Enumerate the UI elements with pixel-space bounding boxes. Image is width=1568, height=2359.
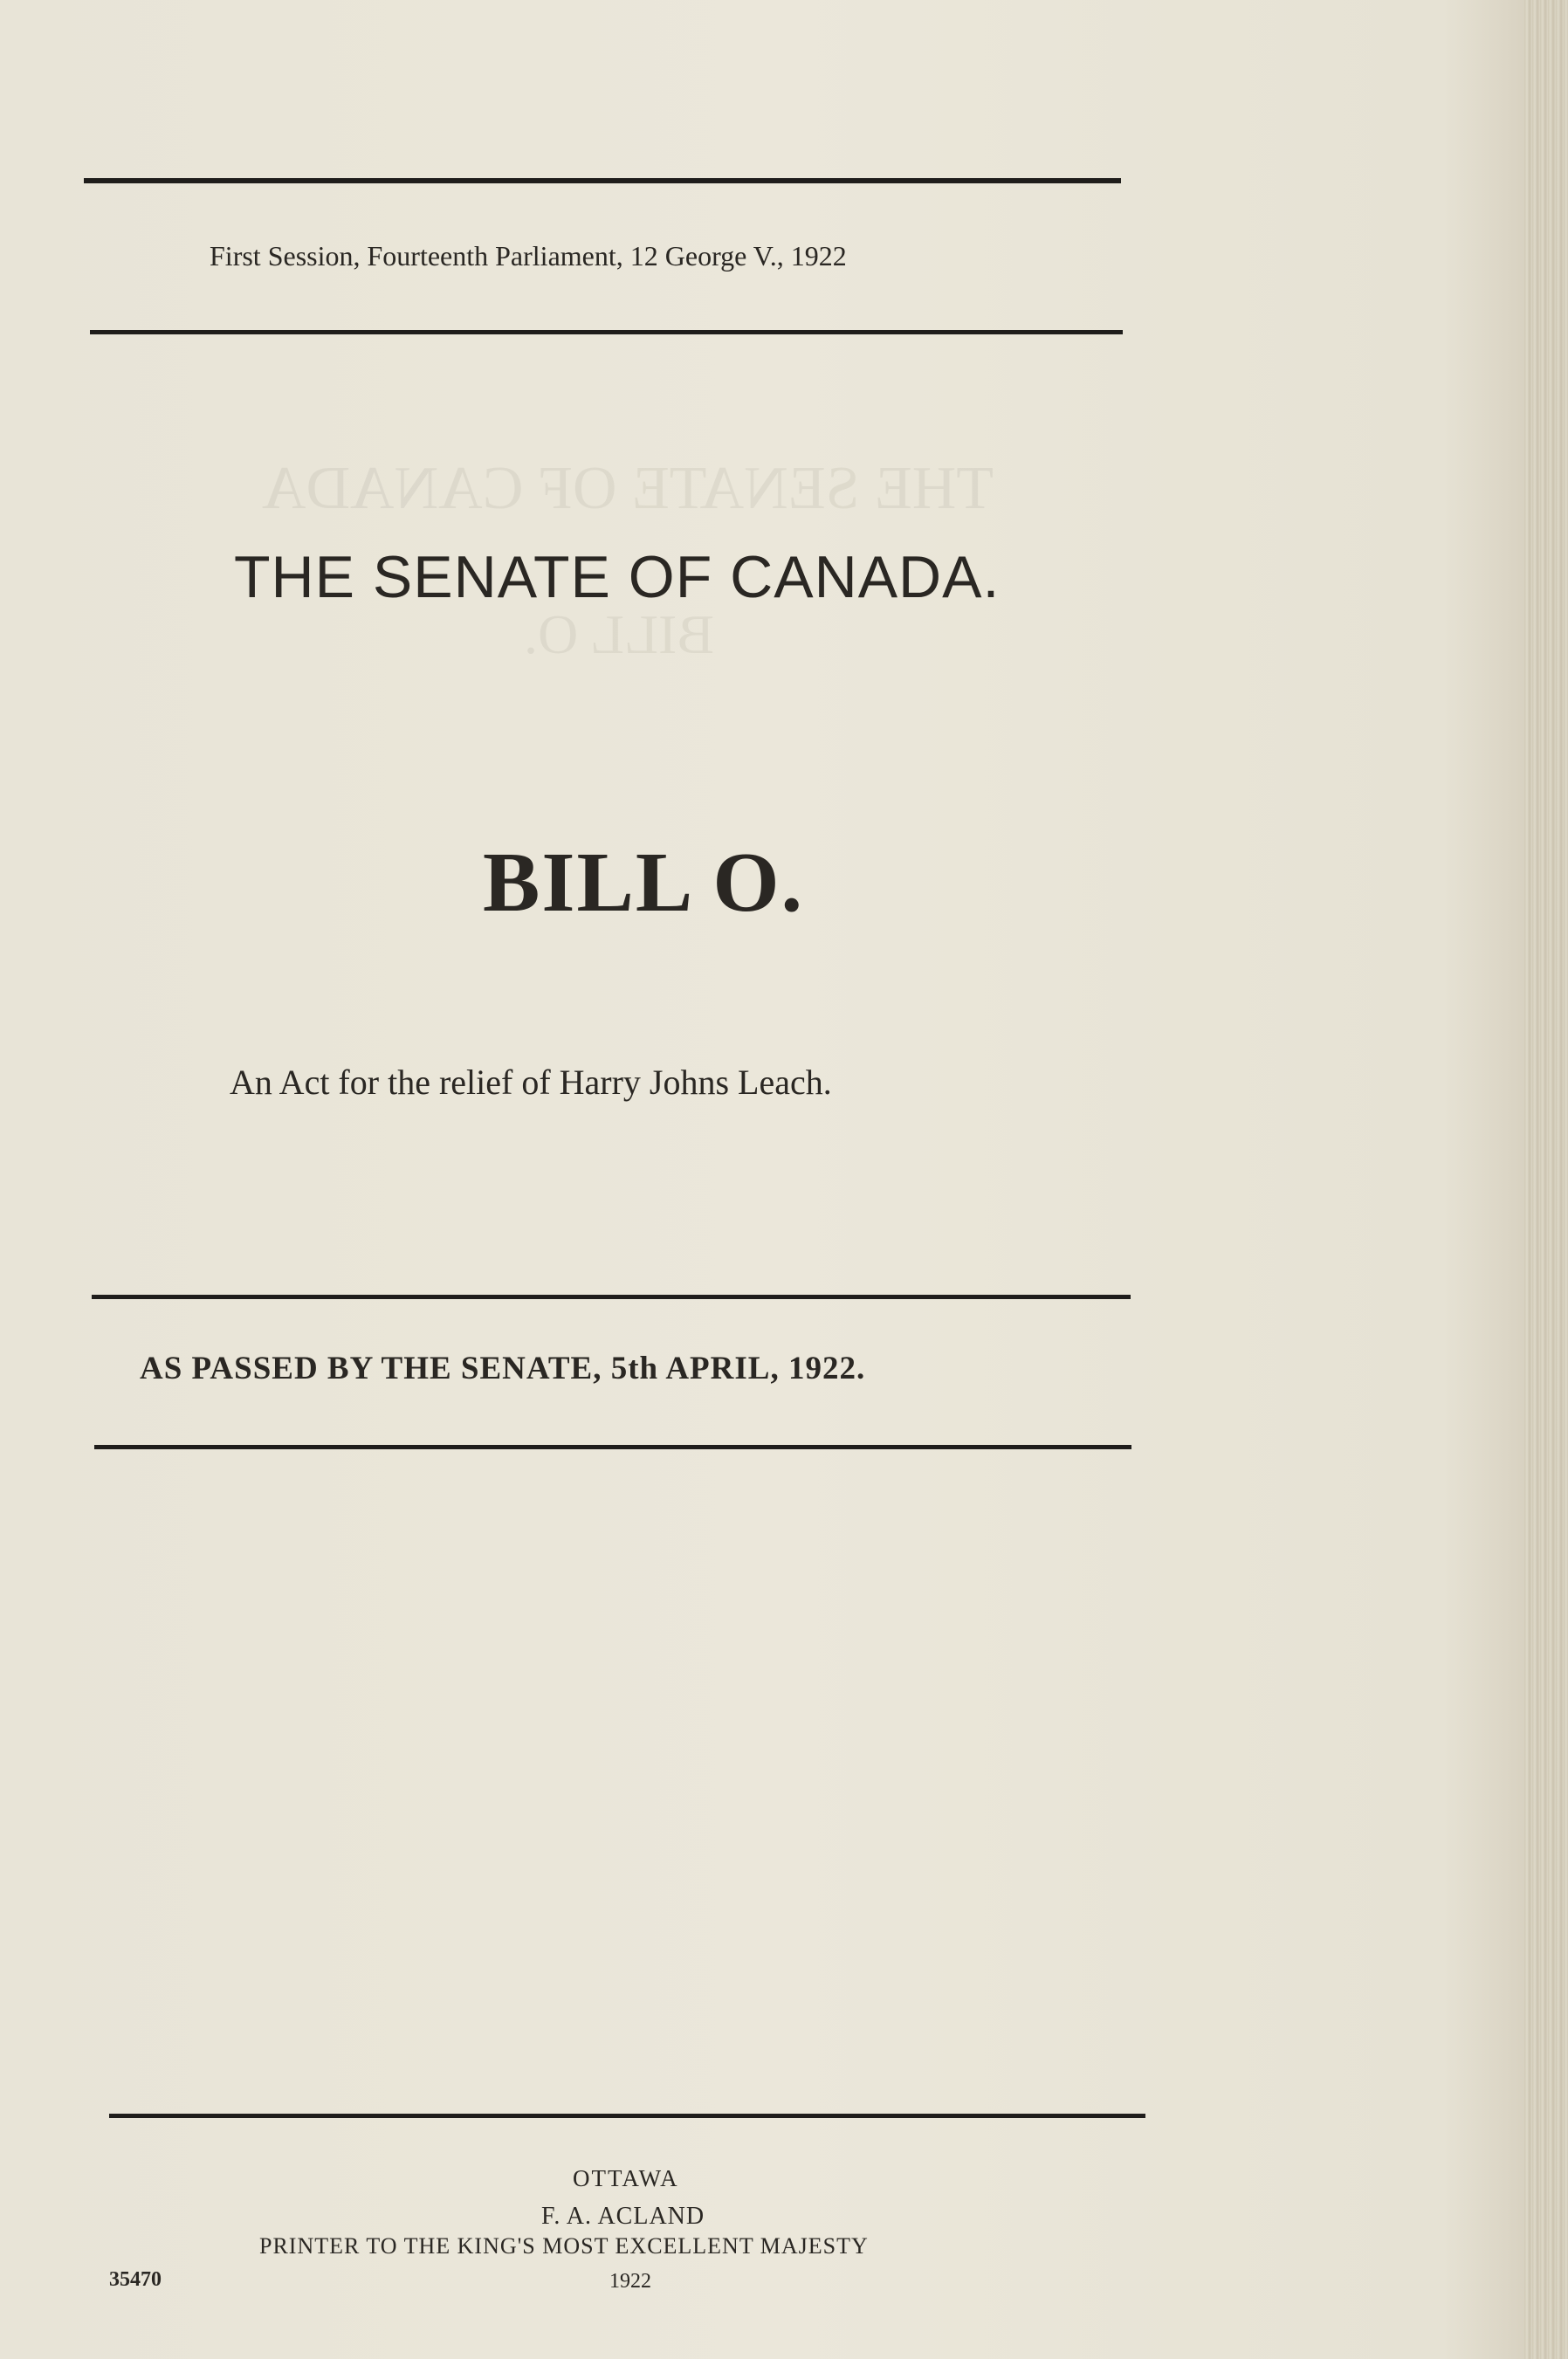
passage-notice: AS PASSED BY THE SENATE, 5th APRIL, 1922.: [140, 1351, 866, 1386]
imprint-city: OTTAWA: [573, 2165, 679, 2191]
page-edge: [1524, 0, 1568, 2359]
bleed-through-text: BILL O.: [524, 603, 715, 665]
imprint-year: 1922: [609, 2270, 651, 2293]
act-title: An Act for the relief of Harry Johns Leach.: [230, 1063, 832, 1102]
imprint-printer-title: PRINTER TO THE KING'S MOST EXCELLENT MAJESTY: [259, 2233, 869, 2259]
imprint-rule: [109, 2114, 1145, 2118]
passed-top-rule: [92, 1295, 1131, 1299]
catalog-number: 35470: [109, 2268, 162, 2291]
passed-bottom-rule: [94, 1445, 1131, 1449]
bill-title: BILL O.: [483, 836, 805, 930]
senate-heading: THE SENATE OF CANADA.: [234, 544, 1001, 610]
session-line: First Session, Fourteenth Parliament, 12 George V., 1922: [210, 240, 847, 272]
session-rule: [90, 330, 1123, 334]
bleed-through-text: THE SENATE OF CANADA: [262, 455, 994, 522]
imprint-printer-name: F. A. ACLAND: [541, 2203, 705, 2230]
top-rule: [84, 178, 1121, 183]
